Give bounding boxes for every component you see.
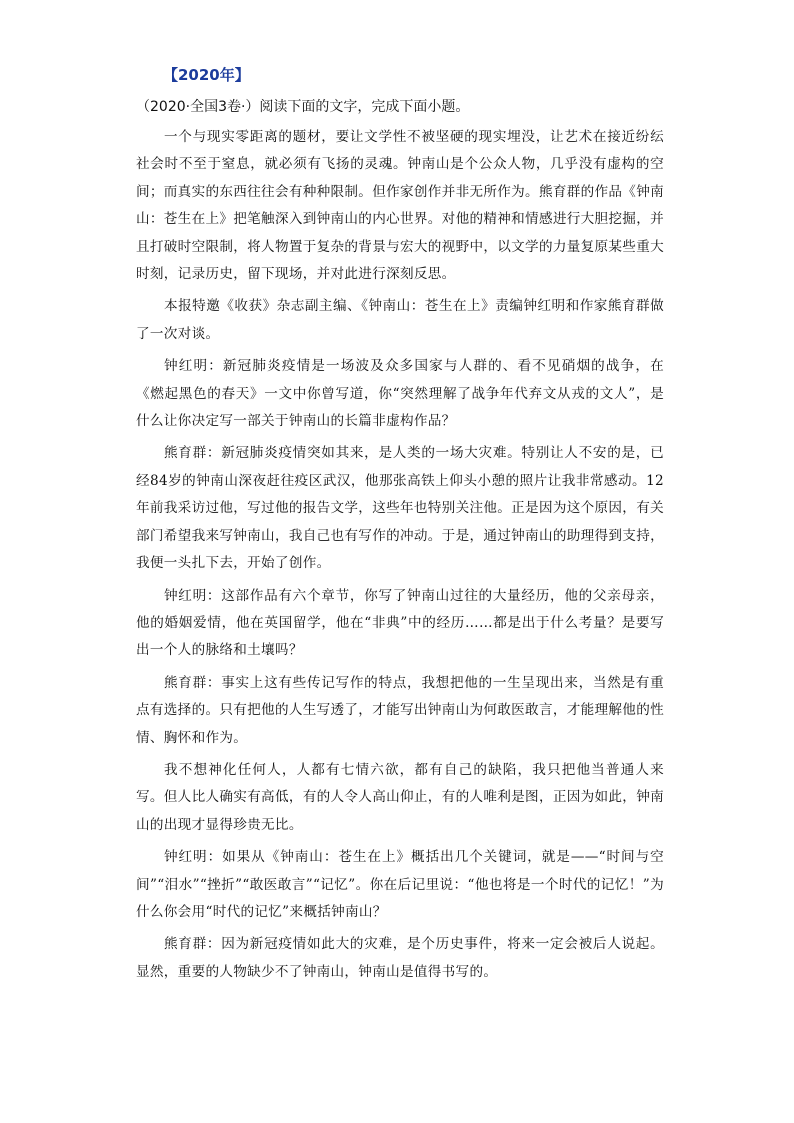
question-source: （2020·全国3卷·）阅读下面的文字，完成下面小题。 (136, 99, 470, 115)
paragraph: 熊育群：因为新冠疫情如此大的灾难，是个历史事件，将来一定会被后人说起。显然，重要的人物缺少不了钟南山，钟南山是值得书写的。 (136, 936, 664, 980)
year-heading: 【2020年】 (163, 66, 250, 84)
paragraph: 钟红明：如果从《钟南山：苍生在上》概括出几个关键词，就是——“时间与空间”“泪水”“挫折”“敢医敢言”“记忆”。你在后记里说：“他也将是一个时代的记忆！”为什么你会用“时代的记忆”来概括钟南山？ (136, 849, 664, 920)
paragraph: 钟红明：这部作品有六个章节，你写了钟南山过往的大量经历，他的父亲母亲，他的婚姻爱情，他在英国留学，他在“非典”中的经历……都是出于什么考量？是要写出一个人的脉络和土壤吗？ (136, 587, 664, 659)
paragraph: 熊育群：新冠肺炎疫情突如其来，是人类的一场大灾难。特别让人不安的是，已经84岁的钟南山深夜赶往疫区武汉，他那张高铁上仰头小憩的照片让我非常感动。12年前我采访过他，写过他的报告文学，这些年也特别关注他。正是因为这个原因，有关部门希望我来写钟南山，我自己也有写作的冲动。于是，通过钟南山的助理得到支持，我便一头扎下去，开始了创作。 (136, 445, 664, 572)
paragraph: 钟红明：新冠肺炎疫情是一场波及众多国家与人群的、看不见硝烟的战争，在《燃起黑色的春天》一文中你曾写道，你“突然理解了战争年代弃文从戎的文人”，是什么让你决定写一部关于钟南山的长篇非虚构作品？ (136, 358, 664, 430)
passage-body (136, 124, 664, 991)
paragraph: 熊育群：事实上这有些传记写作的特点，我想把他的一生呈现出来，当然是有重点有选择的。只有把他的人生写透了，才能写出钟南山为何敢医敢言，才能理解他的性情、胸怀和作为。 (136, 674, 664, 746)
paragraph: 我不想神化任何人，人都有七情六欲，都有自己的缺陷，我只把他当普通人来写。但人比人确实有高低，有的人令人高山仰止，有的人唯利是图，正因为如此，钟南山的出现才显得珍贵无比。 (136, 761, 664, 833)
paragraph: 本报特邀《收获》杂志副主编、《钟南山：苍生在上》责编钟红明和作家熊育群做了一次对谈。 (136, 298, 664, 342)
paragraph: 一个与现实零距离的题材，要让文学性不被坚硬的现实埋没，让艺术在接近纷纭社会时不至于窒息，就必须有飞扬的灵魂。钟南山是个公众人物，几乎没有虚构的空间；而真实的东西往往会有种种限制。但作家创作并非无所作为。熊育群的作品《钟南山：苍生在上》把笔触深入到钟南山的内心世界。对他的精神和情感进行大胆挖掘，并且打破时空限制，将人物置于复杂的背景与宏大的视野中，以文学的力量复原某些重大时刻，记录历史，留下现场，并对此进行深刻反思。 (136, 129, 664, 283)
